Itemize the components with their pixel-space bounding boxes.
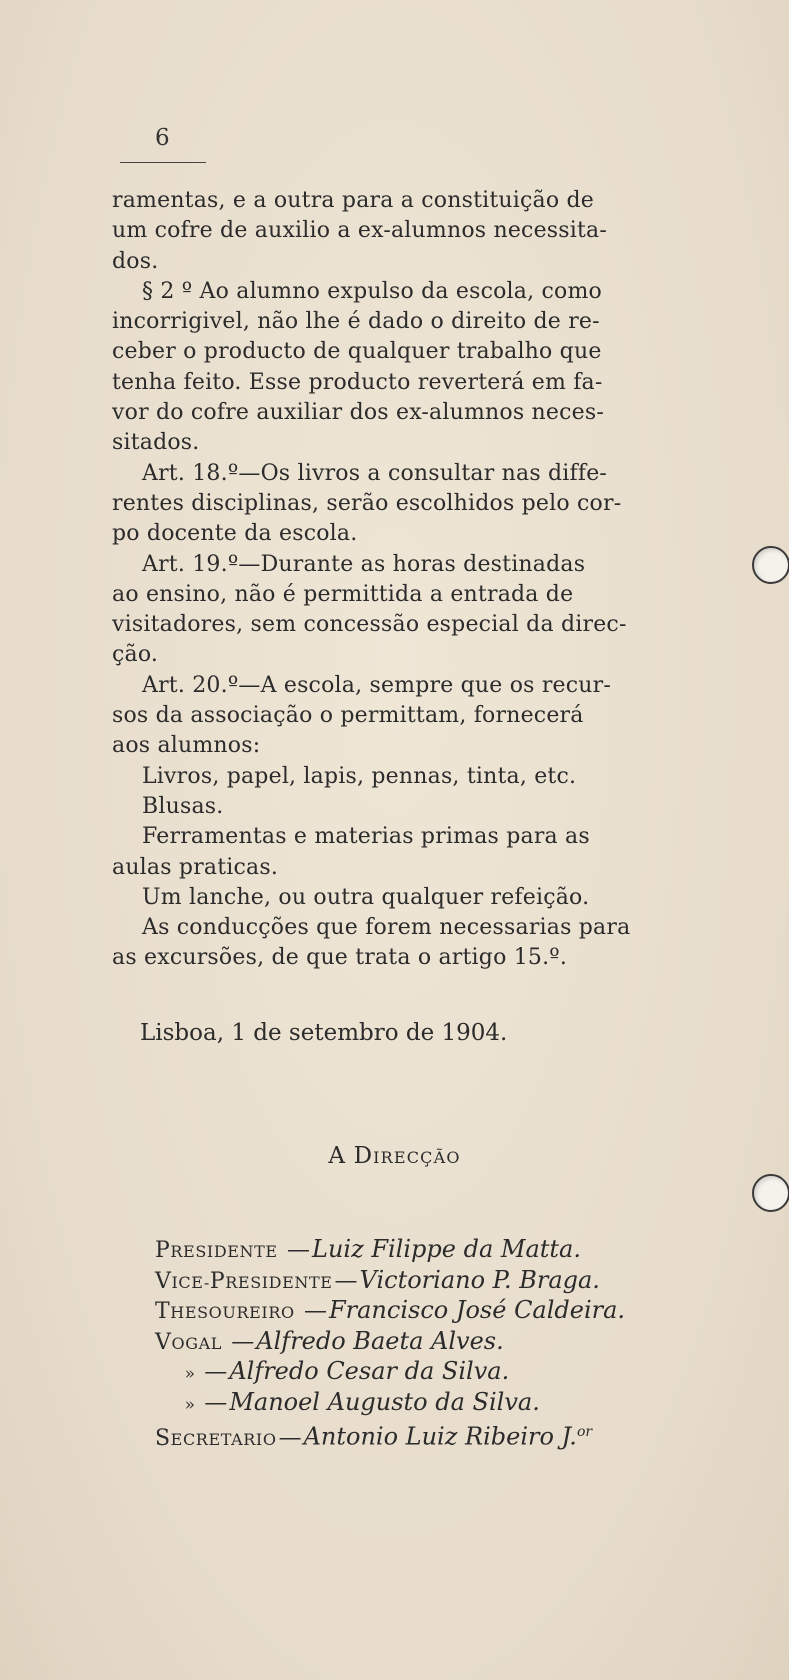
text-line: Art. 18.º—Os livros a consultar nas diffe-	[142, 460, 608, 486]
heading-article: A	[328, 1143, 346, 1169]
text-line: As conducções que forem necessarias para	[142, 915, 631, 941]
text-line: Art. 19.º—Durante as horas destinadas	[142, 551, 586, 577]
text-line: as excursões, de que trata o artigo 15.º.	[112, 945, 568, 971]
signatory-role: THESOUREIRO	[155, 1299, 295, 1324]
signatory-vice-president: VICE-PRESIDENTE—Victoriano P. Braga.	[155, 1265, 600, 1294]
text-line: visitadores, sem concessão especial da direc-	[112, 612, 627, 638]
signatory-name: Francisco José Caldeira.	[329, 1296, 626, 1324]
text-line: sitados.	[112, 430, 200, 456]
text-line: po docente da escola.	[112, 521, 358, 547]
text-line: Livros, papel, lapis, pennas, tinta, etc.	[142, 763, 577, 789]
body-text	[112, 186, 692, 974]
text-line: Art. 20.º—A escola, sempre que os recur-	[142, 672, 612, 698]
signatory-role: VICE-PRESIDENTE	[155, 1268, 333, 1294]
signatory-role: VOGAL	[155, 1329, 222, 1355]
text-line: ramentas, e a outra para a constituição de	[112, 188, 594, 213]
heading-cap: D	[353, 1143, 374, 1169]
text-line: aos alumnos:	[112, 733, 261, 759]
text-line: aulas praticas.	[112, 854, 279, 880]
text-line: Ferramentas e materias primas para as	[142, 824, 590, 850]
signatory-name: Alfredo Cesar da Silva.	[229, 1357, 510, 1385]
ditto-mark: »	[184, 1364, 195, 1384]
signatory-name: Alfredo Baeta Alves.	[256, 1326, 504, 1355]
signatory-vogal: VOGAL —Alfredo Baeta Alves.	[155, 1326, 504, 1355]
page-number-rule	[120, 162, 206, 163]
ditto-mark: »	[184, 1394, 195, 1415]
text-line: dos.	[112, 248, 159, 274]
signatory-treasurer: THESOUREIRO —Francisco José Caldeira.	[155, 1296, 626, 1324]
text-line: ção.	[112, 642, 159, 668]
signatory-name: Manoel Augusto da Silva.	[229, 1387, 540, 1416]
text-line: rentes disciplinas, serão escolhidos pelo cor-	[112, 490, 622, 516]
signatory-name: Antonio Luiz Ribeiro J.	[303, 1422, 577, 1451]
binding-ring-hole	[752, 1174, 789, 1212]
heading-rest: IRECÇÃO	[373, 1148, 461, 1167]
signatory-name-suffix: or	[576, 1424, 593, 1440]
text-line: vor do cofre auxiliar dos ex-alumnos neces-	[112, 400, 604, 426]
signatory-vogal-2: » —Alfredo Cesar da Silva.	[155, 1356, 715, 1387]
signatory-role: SECRETARIO	[155, 1425, 277, 1451]
place-date: Lisboa, 1 de setembro de 1904.	[140, 1020, 508, 1046]
signatories	[155, 1234, 715, 1451]
signatory-role: PRESIDENTE	[155, 1238, 278, 1263]
signatory-vogal-3: » —Manoel Augusto da Silva.	[155, 1387, 715, 1418]
text-line: ceber o producto de qualquer trabalho que	[112, 339, 602, 365]
text-line: Blusas.	[142, 793, 224, 819]
text-line: Um lanche, ou outra qualquer refeição.	[142, 884, 590, 910]
text-line: tenha feito. Esse producto reverterá em fa-	[112, 369, 603, 395]
signature-heading	[0, 1143, 789, 1169]
page-number: 6	[155, 125, 170, 151]
text-line: ao ensino, não é permittida a entrada de	[112, 581, 574, 607]
binding-ring-hole	[752, 546, 789, 584]
text-line: sos da associação o permittam, fornecerá	[112, 703, 584, 729]
signatory-name: Luiz Filippe da Matta.	[312, 1235, 581, 1263]
signatory-president: PRESIDENTE —Luiz Filippe da Matta.	[155, 1235, 581, 1263]
text-line: incorrigivel, não lhe é dado o direito de re-	[112, 309, 600, 335]
text-line: um cofre de auxilio a ex-alumnos necessita-	[112, 218, 607, 244]
signatory-secretary: SECRETARIO—Antonio Luiz Ribeiro J.$^{or}$	[155, 1422, 593, 1451]
text-line: § 2 º Ao alumno expulso da escola, como	[142, 278, 602, 304]
signatory-name: Victoriano P. Braga.	[359, 1265, 600, 1294]
